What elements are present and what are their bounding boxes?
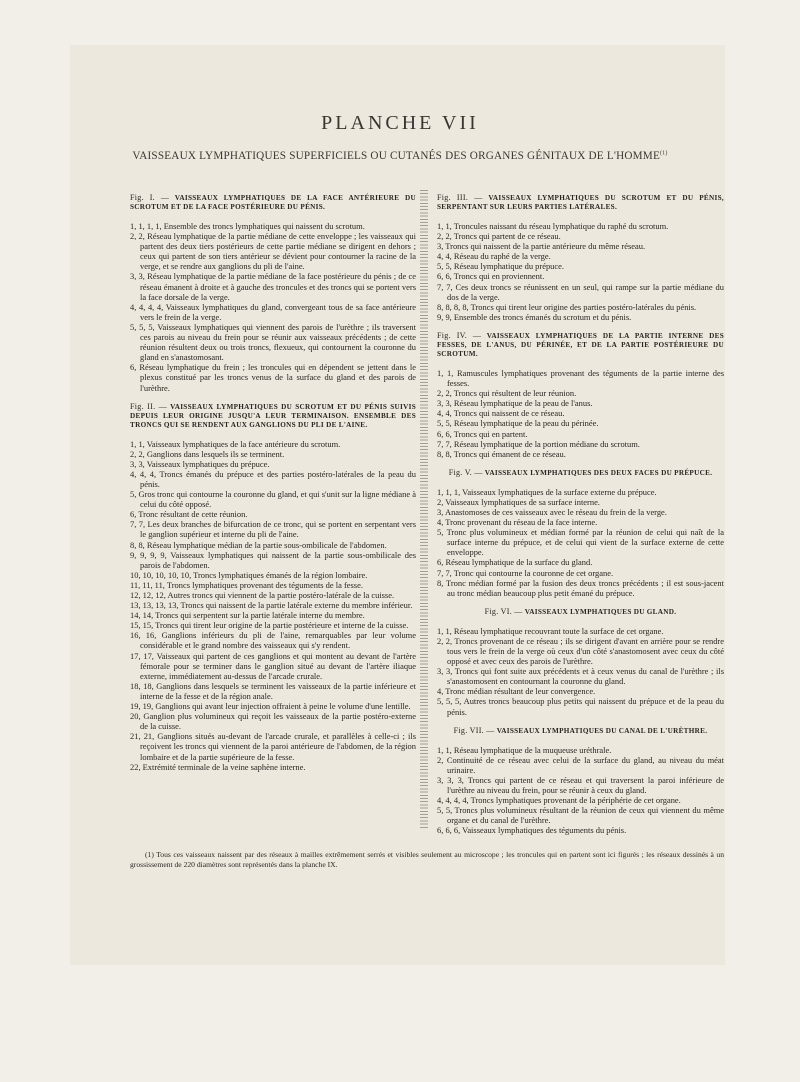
legend-entry: 8, 8, Troncs qui émanent de ce réseau. bbox=[437, 448, 566, 459]
fig-3-title: VAISSEAUX LYMPHATIQUES DU SCROTUM ET DU PÉNIS, SERPENTANT SUR LEURS PARTIES LATÉRALES. bbox=[437, 194, 724, 211]
legend-entry: 5, 5, 5, Autres troncs beaucoup plus petits qui naissent du prépuce et de la peau du pénis. bbox=[437, 696, 724, 717]
fig-6-legend bbox=[437, 626, 724, 717]
fig-3-heading bbox=[437, 193, 724, 212]
legend-entry: 6, 6, Troncs qui en partent. bbox=[437, 428, 528, 439]
legend-entry: 2, 2, Ganglions dans lesquels ils se terminent. bbox=[130, 448, 285, 459]
legend-entry: 13, 13, 13, 13, Troncs qui naissent de la partie latérale externe du membre inférieur. bbox=[130, 600, 413, 611]
legend-entry: 1, 1, Troncules naissant du réseau lymphatique du raphé du scrotum. bbox=[437, 221, 669, 231]
plate-title: PLANCHE VII bbox=[321, 112, 479, 134]
legend-entry: 3, 3, 3, Troncs qui partent de ce réseau et qui traversent la paroi inférieure de l'urèthre au niveau du frein, pour se réunir à ceux du gland. bbox=[437, 774, 724, 796]
legend-entry: 4, 4, 4, 4, Troncs lymphatiques provenant de la périphérie de cet organe. bbox=[437, 795, 681, 806]
legend-entry: 3, 3, Troncs qui font suite aux précédents et à ceux venus du canal de l'urèthre ; ils s'anastomosent en contournant la couronne du gland. bbox=[437, 666, 724, 687]
legend-entry: 2, 2, Troncs provenant de ce réseau ; ils se dirigent d'avant en arrière pour se rendre tous vers le frein de la verge où ceux d'un côté s'anastomosent avec ceux du côté opposé et avec ceux des parois de l'urèthre. bbox=[437, 635, 724, 667]
legend-entry: 8, 8, Réseau lymphatique médian de la partie sous-ombilicale de l'abdomen. bbox=[130, 539, 387, 550]
legend-entry: 2, Vaisseaux lymphatiques de sa surface interne. bbox=[437, 496, 600, 507]
fig-3-number: Fig. III. — bbox=[437, 193, 483, 202]
legend-entry: 18, 18, Ganglions dans lesquels se terminent les vaisseaux de la partie inférieure et interne de la fesse et de la région anale. bbox=[130, 680, 416, 701]
fig-4-heading bbox=[437, 331, 724, 359]
fig-4-number: Fig. IV. — bbox=[437, 330, 482, 340]
legend-entry: 6, Réseau lymphatique de la surface du gland. bbox=[437, 557, 593, 568]
legend-entry: 6, Tronc résultant de cette réunion. bbox=[130, 509, 248, 520]
fig-2-legend bbox=[130, 439, 416, 772]
fig-1-legend bbox=[130, 221, 416, 393]
fig-7-number: Fig. VII. — bbox=[453, 725, 495, 735]
fig-6-title: VAISSEAUX LYMPHATIQUES DU GLAND. bbox=[524, 607, 677, 616]
legend-entry: 7, 7, Réseau lymphatique de la portion médiane du scrotum. bbox=[437, 438, 640, 449]
legend-entry: 1, 1, Ramuscules lymphatiques provenant des téguments de la partie interne des fesses. bbox=[437, 367, 724, 389]
legend-entry: 6, 6, 6, Vaisseaux lymphatiques des téguments du pénis. bbox=[437, 825, 627, 836]
legend-entry: 4, Tronc provenant du réseau de la face interne. bbox=[437, 517, 598, 528]
legend-entry: 5, 5, Réseau lymphatique de la peau du périnée. bbox=[437, 418, 599, 429]
fig-2-number: Fig. II. — bbox=[130, 401, 168, 411]
legend-entry: 6, Réseau lymphatique du frein ; les troncules qui en dépendent se jettent dans le plexus constitué par les troncs venus de la surface du gland et des parois de l'urèthre. bbox=[130, 362, 416, 393]
fig-6-number: Fig. VI. — bbox=[484, 606, 523, 616]
legend-entry: 1, 1, Vaisseaux lymphatiques de la face antérieure du scrotum. bbox=[130, 438, 341, 449]
fig-7-legend bbox=[437, 745, 724, 836]
legend-entry: 5, Tronc plus volumineux et médian formé par la réunion de celui qui naît de la surface interne du prépuce, et de celui qui vient de la surface externe de cette enveloppe. bbox=[437, 527, 724, 558]
legend-entry: 3, 3, Vaisseaux lymphatiques du prépuce. bbox=[130, 458, 270, 469]
legend-entry: 5, 5, Réseau lymphatique du prépuce. bbox=[437, 261, 564, 272]
legend-entry: 12, 12, 12, Autres troncs qui viennent de la partie postéro-latérale de la cuisse. bbox=[130, 590, 395, 600]
legend-entry: 3, Anastomoses de ces vaisseaux avec le réseau du frein de la verge. bbox=[437, 506, 667, 517]
legend-entry: 17, 17, Vaisseaux qui partent de ces ganglions et qui montent au devant de l'artère fémorale pour se terminer dans le ganglion situé au devant de l'artère iliaque externe, immédiatement au-dessus de l'arcade crurale. bbox=[130, 650, 416, 681]
legend-entry: 2, 2, Troncs qui partent de ce réseau. bbox=[437, 231, 561, 242]
fig-4-legend bbox=[437, 368, 724, 459]
legend-entry: 10, 10, 10, 10, 10, Troncs lymphatiques émanés de la région lombaire. bbox=[130, 569, 368, 580]
subtitle-text: VAISSEAUX LYMPHATIQUES SUPERFICIELS OU CUTANÉS DES ORGANES GÉNITAUX DE L'HOMME bbox=[132, 150, 660, 162]
legend-entry: 3, 3, Réseau lymphatique de la partie médiane de la face postérieure du pénis ; de ce réseau émanent à droite et à gauche des troncules et des troncs qui se portent vers la face dorsale de la verge. bbox=[130, 271, 416, 302]
legend-entry: 1, 1, Réseau lymphatique recouvrant toute la surface de cet organe. bbox=[437, 625, 664, 636]
legend-entry: 7, 7, Tronc qui contourne la couronne de cet organe. bbox=[437, 567, 614, 578]
plate-subtitle bbox=[0, 150, 800, 162]
legend-entry: 4, Tronc médian résultant de leur convergence. bbox=[437, 686, 596, 697]
legend-entry: 16, 16, Ganglions inférieurs du pli de l'aine, remarquables par leur volume considérable et le grand nombre des vaisseaux qui s'y rendent. bbox=[130, 630, 416, 651]
legend-entry: 5, 5, Troncs plus volumineux résultant de la réunion de ceux qui viennent du même organe et du canal de l'urèthre. bbox=[437, 805, 724, 826]
fig-1-title: VAISSEAUX LYMPHATIQUES DE LA FACE ANTÉRIEURE DU SCROTUM ET DE LA FACE POSTÉRIEURE DU PÉNIS. bbox=[130, 194, 416, 211]
fig-4-title: VAISSEAUX LYMPHATIQUES DE LA PARTIE INTERNE DES FESSES, DE L'ANUS, DU PÉRINÉE, ET DE LA PARTIE POSTÉRIEURE DU SCROTUM. bbox=[437, 331, 724, 358]
legend-entry: 9, 9, 9, 9, Vaisseaux lymphatiques qui naissent de la partie sous-ombilicale des parois de l'abdomen. bbox=[130, 549, 416, 570]
column-divider bbox=[420, 190, 428, 828]
legend-entry: 3, Troncs qui naissent de la partie antérieure du même réseau. bbox=[437, 241, 646, 252]
fig-5-heading bbox=[437, 468, 724, 478]
legend-entry: 4, 4, 4, 4, Vaisseaux lymphatiques du gland, convergeant tous de sa face antérieure vers le frein de la verge. bbox=[130, 301, 416, 322]
legend-entry: 2, Continuité de ce réseau avec celui de la surface du gland, au niveau du méat urinaire. bbox=[437, 754, 724, 775]
fig-2-heading bbox=[130, 402, 416, 430]
fig-7-title: VAISSEAUX LYMPHATIQUES DU CANAL DE L'URÈTHRE. bbox=[496, 726, 708, 735]
fig-1-number: Fig. I. — bbox=[130, 193, 170, 202]
legend-entry: 11, 11, 11, Troncs lymphatiques provenant des téguments de la fesse. bbox=[130, 579, 363, 590]
legend-entry: 7, 7, Les deux branches de bifurcation de ce tronc, qui se portent en serpentant vers le ganglion supérieur et interne du pli de l'aine. bbox=[130, 519, 416, 540]
legend-entry: 1, 1, 1, Vaisseaux lymphatiques de la surface externe du prépuce. bbox=[437, 486, 657, 497]
legend-entry: 4, 4, Réseau du raphé de la verge. bbox=[437, 251, 551, 262]
fig-5-legend bbox=[437, 487, 724, 598]
legend-entry: 2, 2, Troncs qui résultent de leur réunion. bbox=[437, 388, 577, 399]
fig-7-heading bbox=[437, 726, 724, 736]
legend-entry: 5, 5, 5, Vaisseaux lymphatiques qui viennent des parois de l'urèthre ; ils traversent ces parois au niveau du frein pour se réunir aux vaisseaux précédents ; de cette réunion résultent deux ou trois troncs, flexueux, qui contournent la couronne du gland en s'anastomosant. bbox=[130, 321, 416, 363]
legend-entry: 4, 4, Troncs qui naissent de ce réseau. bbox=[437, 408, 565, 419]
legend-entry: 7, 7, Ces deux troncs se réunissent en un seul, qui rampe sur la partie médiane du dos de la verge. bbox=[437, 281, 724, 302]
fig-6-heading bbox=[437, 607, 724, 617]
legend-entry: 8, 8, 8, 8, Troncs qui tirent leur origine des parties postéro-latérales du pénis. bbox=[437, 301, 697, 312]
legend-entry: 1, 1, 1, 1, Ensemble des troncs lymphatiques qui naissent du scrotum. bbox=[130, 221, 365, 231]
footnote: (1) Tous ces vaisseaux naissent par des réseaux à mailles extrêmement serrés et visibles seulement au microscope ; les troncules qui en partent sont ici figurés ; les réseaux dessinés à un grossissement de 220 diamètres sont représentés dans la planche IX. bbox=[130, 849, 724, 869]
fig-1-heading bbox=[130, 193, 416, 212]
legend-entry: 22, Extrémité terminale de la veine saphène interne. bbox=[130, 761, 306, 772]
legend-entry: 3, 3, Réseau lymphatique de la peau de l'anus. bbox=[437, 398, 593, 409]
legend-entry: 21, 21, Ganglions situés au-devant de l'arcade crurale, et parallèles à celle-ci ; ils reçoivent les troncs qui viennent de la paroi antérieure de l'abdomen, de la région lombaire et de la partie supérieure de la fesse. bbox=[130, 731, 416, 762]
left-column bbox=[130, 193, 416, 772]
legend-entry: 2, 2, Réseau lymphatique de la partie médiane de cette enveloppe ; les vaisseaux qui partent des deux tiers postérieurs de cette partie médiane se dirigent en dehors ; ceux qui partent de son tiers antérieur se dévient pour contourner la racine de la verge, et se rendre aux ganglions du pli de l'aine. bbox=[130, 231, 416, 272]
legend-entry: 5, Gros tronc qui contourne la couronne du gland, et qui s'unit sur la ligne médiane à celui du côté opposé. bbox=[130, 489, 416, 510]
fig-5-number: Fig. V. — bbox=[448, 467, 483, 477]
legend-entry: 8, Tronc médian formé par la fusion des deux troncs précédents ; il est sous-jacent au tronc médian beaucoup plus petit émané du prépuce. bbox=[437, 577, 724, 598]
legend-entry: 1, 1, Réseau lymphatique de la muqueuse uréthrale. bbox=[437, 744, 612, 755]
fig-2-title: VAISSEAUX LYMPHATIQUES DU SCROTUM ET DU PÉNIS SUIVIS DEPUIS LEUR ORIGINE JUSQU'A LEUR TERMINAISON. ENSEMBLE DES TRONCS QUI SE RENDENT AUX GANGLIONS DU PLI DE L'AINE. bbox=[130, 402, 417, 429]
legend-entry: 19, 19, Ganglions qui avant leur injection offraient à peine le volume d'une lentille. bbox=[130, 701, 411, 712]
right-column bbox=[437, 193, 724, 836]
legend-entry: 14, 14, Troncs qui serpentent sur la partie latérale interne du membre. bbox=[130, 610, 365, 621]
footnote-mark: (1) bbox=[659, 150, 668, 157]
legend-entry: 20, Ganglion plus volumineux qui reçoit les vaisseaux de la partie postéro-externe de la cuisse. bbox=[130, 711, 416, 732]
legend-entry: 15, 15, Troncs qui tirent leur origine de la partie postérieure et interne de la cuisse. bbox=[130, 620, 409, 631]
fig-5-title: VAISSEAUX LYMPHATIQUES DES DEUX FACES DU PRÉPUCE. bbox=[484, 468, 713, 477]
legend-entry: 9, 9, Ensemble des troncs émanés du scrotum et du pénis. bbox=[437, 311, 632, 322]
legend-entry: 6, 6, Troncs qui en proviennent. bbox=[437, 271, 545, 282]
fig-3-legend bbox=[437, 221, 724, 322]
legend-entry: 4, 4, 4, Troncs émanés du prépuce et des parties postéro-latérales de la peau du pénis. bbox=[130, 468, 416, 489]
